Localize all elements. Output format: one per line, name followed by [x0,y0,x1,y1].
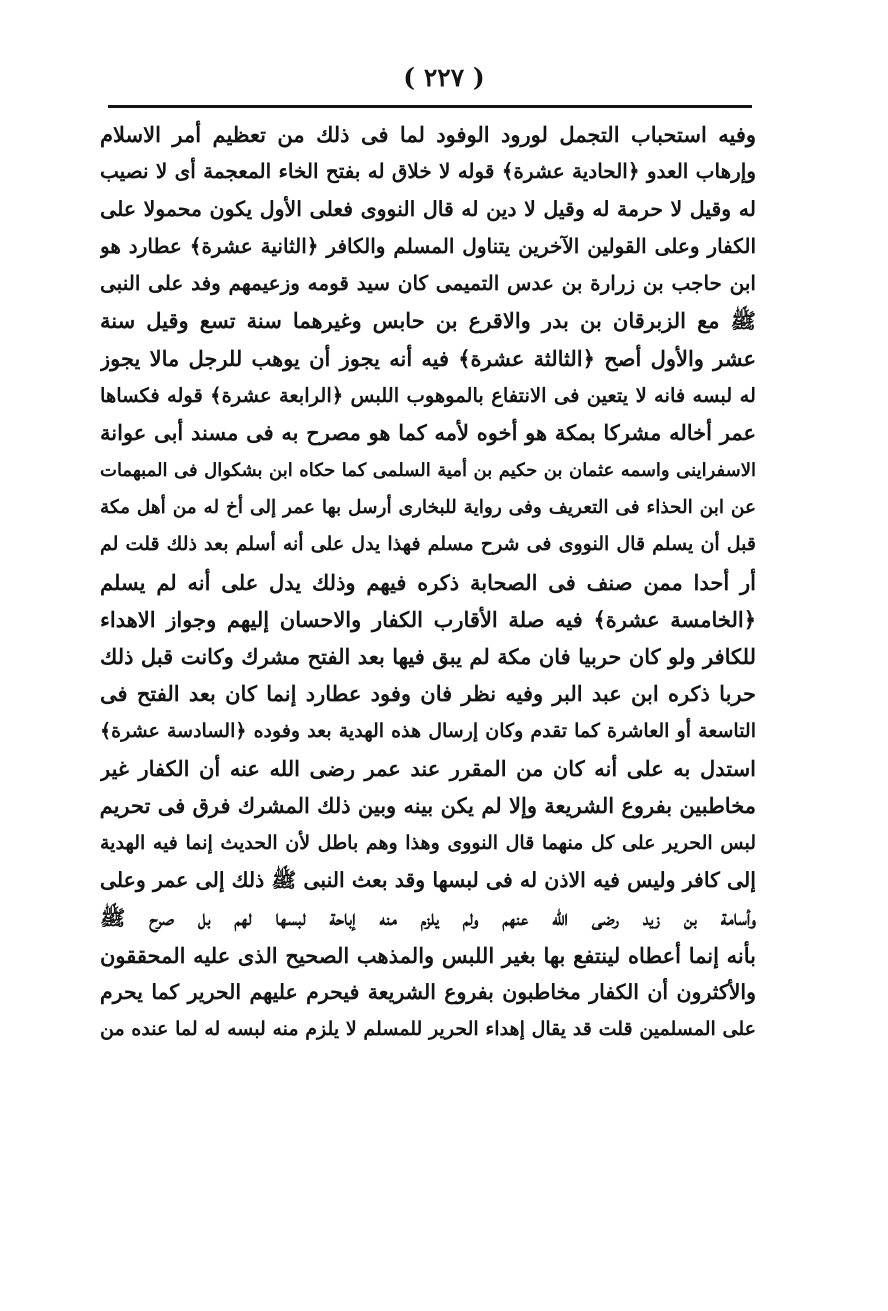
text-line: ﴿الخامسة عشرة﴾ فيه صلة الأقارب الكفار والاحسان إليهم وجواز الاهداء [100,606,756,632]
text-line: الاسفراينى واسمه عثمان بن حكيم بن أمية السلمى كما حكاه ابن بشكوال فى المبهمات [100,459,756,481]
text-line: إلى كافر وليس فيه الاذن له فى لبسها وقد بعث النبى ﷺ ذلك إلى عمر وعلى [100,867,756,892]
text-body [100,116,756,1048]
text-line: التاسعة أو العاشرة كما تقدم وكان إرسال هذه الهدية بعد وفوده ﴿السادسة عشرة﴾ [100,719,756,742]
page-number: ( ٢٢٧ ) [403,63,485,92]
text-line: وأسامة بن زيد رضى الله عنهم ولم يلزم منه إباحة لبسها لهم بل صرح ﷺ [100,905,756,931]
text-line: ابن حاجب بن زرارة بن عدس التميمى كان سيد قومه وزعيمهم وفد على النبى [100,271,756,296]
text-line: وإرهاب العدو ﴿الحادية عشرة﴾ قوله لا خلاق له بفتح الخاء المعجمة أى لا نصيب [100,159,756,184]
text-line: عمر أخاله مشركا بمكة هو أخوه لأمه كما هو مصرح به فى مسند أبى عوانة [100,420,756,446]
text-line: له وقيل لا حرمة له وقيل لا دين له قال النووى فعلى الأول يكون محمولا على [100,196,756,221]
text-line: قبل أن يسلم قال النووى فى شرح مسلم فهذا يدل على أنه أسلم بعد ذلك قلت لم [100,533,756,556]
text-line: الكفار وعلى القولين الآخرين يتناول المسلم والكافر ﴿الثانية عشرة﴾ عطارد هو [100,233,756,258]
text-line: لبس الحرير على كل منهما قال النووى وهذا وهم باطل لأن الحديث إنما فيه الهدية [100,831,756,854]
text-line: بأنه إنما أعطاه لينتفع بها بغير اللبس والمذهب الصحيح الذى عليه المحققون [100,942,756,968]
text-line: وفيه استحباب التجمل لورود الوفود لما فى ذلك من تعظيم أمر الاسلام [100,122,756,147]
text-line: له لبسه فانه لا يتعين فى الانتفاع بالموهوب اللبس ﴿الرابعة عشرة﴾ قوله فكساها [100,384,756,408]
text-line: أر أحدا ممن صنف فى الصحابة ذكره فيهم وذلك يدل على أنه لم يسلم [100,569,756,595]
text-line: عشر والأول أصح ﴿الثالثة عشرة﴾ فيه أنه يجوز أن يوهب للرجل مالا يجوز [100,345,756,371]
text-line: استدل به على أنه كان من المقرر عند عمر رضى الله عنه أن الكفار غير [100,756,756,782]
text-line: ﷺ مع الزبرقان بن بدر والاقرع بن حابس وغيرهما سنة تسع وقيل سنة [100,308,756,334]
text-line: حربا ذكره ابن عبد البر وفيه نظر فان وفود عطارد إنما كان بعد الفتح فى [100,681,756,707]
text-line: عن ابن الحذاء فى التعريف وفى رواية للبخارى أرسل بها عمر إلى أخ له من أهل مكة [100,496,756,518]
text-line: مخاطبين بفروع الشريعة وإلا لم يكن بينه وبين ذلك المشرك فرق فى تحريم [100,793,756,819]
text-line: على المسلمين قلت قد يقال إهداء الحرير للمسلم لا يلزم منه لبسه له لما عنده من [100,1018,756,1041]
header-rule [108,105,752,108]
text-line: للكافر ولو كان حربيا فان مكة لم يبق فيها بعد الفتح مشرك وكانت قبل ذلك [100,644,756,670]
text-line: والأكثرون أن الكفار مخاطبون بفروع الشريعة فيحرم عليهم الحرير كما يحرم [100,979,756,1004]
